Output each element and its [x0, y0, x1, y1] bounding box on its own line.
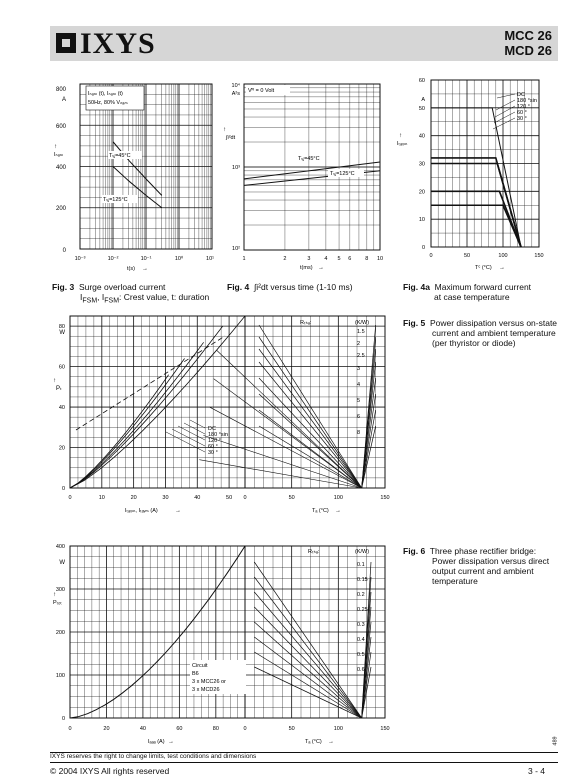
fig5-xtick-label: 10: [98, 495, 105, 501]
fig4-xtick-label: 2: [283, 256, 287, 262]
fig3-ytick-400: 400: [55, 165, 66, 171]
fig3-ylabel: Iₙₐₘ: [54, 152, 64, 158]
fig3-caption-l2: $I_{FSM}$, $I_{FSM}$: Crest value, t: duration: [80, 292, 210, 305]
fig3-curve2-label: Tᵥⱼ=125°C: [103, 197, 128, 203]
fig3-arrow-right-icon: →: [142, 266, 148, 272]
fig5-legend-leader: [184, 423, 205, 434]
fig5-xtick-label: 40: [194, 495, 201, 501]
fig3-curve1-label: Tᵥⱼ=45°C: [109, 153, 131, 159]
fig5-xtick-label-right: 0: [243, 495, 247, 501]
fig6-xtick-label: 60: [176, 726, 183, 732]
fig4a-xlabel: Tᶜ (°C): [475, 265, 492, 271]
fig4a-legend-label: 180 °sin: [517, 98, 537, 104]
fig6-rth-label: 0.15: [357, 577, 368, 583]
fig4a-xtick-label: 150: [534, 253, 544, 259]
fig4a-legend-leader: [497, 94, 515, 98]
fig6-temp-line: [254, 637, 361, 718]
fig5-cross-line: [199, 460, 361, 488]
fig5-rth-label: 6: [357, 414, 361, 420]
fig4-ylabel: ∫i²dt: [226, 135, 236, 141]
fig5-caption: [403, 318, 568, 348]
fig4-condition: Vᴿ = 0 Volt: [248, 88, 275, 94]
part-number-mcc: MCC 26: [504, 28, 552, 43]
fig6-xtick-label: 0: [68, 726, 72, 732]
fig5-legend-label: 30 °: [208, 450, 218, 456]
fig5-ytick-label: 20: [58, 445, 65, 452]
fig5-caption-l2: current and ambient temperature: [432, 328, 556, 338]
fig4a-legend: [493, 92, 537, 129]
fig5-temp-line-right: [362, 378, 376, 488]
fig4-xtick-label: 3: [307, 256, 311, 262]
fig6-xlabel-right: Tₐ (°C): [305, 739, 322, 745]
fig5-dc-dashed-line: [76, 336, 225, 430]
fig4a-ylabel: Iₜₐᵥₘ: [397, 141, 408, 147]
fig3-legend-box: [86, 86, 144, 110]
fig6-temp-line: [254, 592, 361, 718]
fig6-arrow-right-icon-left: →: [168, 739, 174, 745]
fig6-rth-label: 0.1: [357, 562, 365, 568]
fig6-caption-l1: Three phase rectifier bridge:: [429, 546, 537, 556]
fig3-xtick-2: 10⁻¹: [140, 256, 152, 262]
footer-rule-bottom: [50, 762, 558, 763]
fig5-power-curve: [70, 342, 204, 488]
fig4-xtick-label: 5: [337, 256, 341, 262]
fig5-xtick-label-right: 50: [288, 495, 295, 501]
fig4a-arrow-up-icon: ↑: [399, 133, 402, 139]
fig3-caption: [52, 282, 222, 306]
fig3-xtick-3: 10⁰: [174, 256, 184, 262]
fig6-xtick-label-right: 100: [333, 726, 343, 732]
fig5-rth-label: 2: [357, 341, 361, 347]
fig6-circuit-l2: B6: [192, 671, 199, 677]
fig3-xtick-0: 10⁻³: [74, 256, 86, 262]
fig5-legend-label: 120 °: [208, 438, 221, 444]
fig5-ylabel: Pₜ: [56, 386, 62, 392]
fig6-yticks: [56, 544, 65, 722]
fig3-caption-l1: Surge overload current: [78, 282, 166, 292]
fig5-ytick-label: 80: [58, 324, 65, 331]
fig6-circuit-l3: 3 x MCC26 or: [192, 679, 226, 685]
fig4-xlabel: t(ms): [300, 265, 313, 271]
fig6-caption-l4: temperature: [432, 576, 478, 586]
fig4-xtick-label: 1: [242, 256, 246, 262]
fig4a-xtick-label: 0: [429, 253, 433, 259]
fig3-ytick-800: 800: [55, 87, 66, 93]
fig5-arrow-right-icon-left: →: [175, 508, 181, 514]
fig4a-label: Fig. 4a: [403, 282, 430, 292]
fig4a-caption-l2: at case temperature: [434, 292, 510, 302]
fig6-caption-l3: output current and ambient: [432, 566, 534, 576]
fig6-xtick-label-right: 0: [243, 726, 247, 732]
fig4a-legend-leader: [496, 100, 515, 110]
fig4a-ytick-label: 30: [418, 161, 425, 168]
fig6-rth-unit: (K/W): [355, 549, 370, 555]
fig6-temp-line: [254, 577, 361, 718]
fig4-arrow-right-icon: →: [318, 265, 324, 271]
fig4-xtick-label: 6: [348, 256, 352, 262]
fig6-xtick-label: 20: [103, 726, 110, 732]
fig6-rth-label: 0.3: [357, 622, 365, 628]
fig4a-ytick-label: 60: [418, 78, 425, 84]
fig5-curves-right: [199, 325, 375, 488]
fig6-ytick-label: 300: [55, 587, 65, 593]
fig3-ytick-200: 200: [55, 206, 66, 212]
fig5-legend-label: 60 °: [208, 444, 218, 450]
fig4-label: Fig. 4: [227, 282, 250, 292]
fig6-xtick-label-right: 150: [380, 726, 390, 732]
fig5-rth-header: Rₜₕₐ:: [300, 320, 312, 326]
fig4a-xticks: [429, 253, 543, 259]
fig6-xticks: [68, 726, 389, 732]
fig6-chart: [50, 540, 395, 748]
fig5-xlabel-left: Iₜₐᵥₘ, Iₜₐᵥₘ (A): [125, 508, 158, 514]
fig5-cross-line: [217, 350, 362, 488]
fig5-caption-l1: Power dissipation versus on-state: [429, 318, 558, 328]
fig6-ytick-label: 400: [55, 544, 65, 550]
fig6-arrow-right-icon-right: →: [328, 739, 334, 745]
fig6-xtick-label: 80: [212, 726, 219, 732]
page-number: 3 - 4: [528, 766, 546, 776]
fig3-xtick-4: 10¹: [206, 256, 214, 262]
fig4-xtick-label: 10: [376, 256, 384, 262]
fig6-rth-label: 0.25: [357, 607, 368, 613]
page-header: [50, 26, 558, 61]
fig4a-xtick-label: 50: [463, 253, 471, 259]
fig4a-chart: [395, 74, 560, 274]
fig6-temp-line: [254, 562, 361, 718]
fig6-rth-label: 0.5: [357, 652, 365, 658]
fig4a-ytick-label: 20: [418, 189, 425, 196]
footer-disclaimer: IXYS reserves the right to change limits, test conditions and dimensions: [50, 753, 257, 760]
fig4a-legend-label: 30 °: [517, 116, 527, 122]
fig4-caption: [227, 282, 397, 292]
fig4-ytick-top: 10⁴: [231, 83, 240, 89]
ixys-logo-text: IXYS: [80, 27, 156, 60]
fig5-rth-unit: (K/W): [355, 320, 370, 326]
fig5-xtick-label: 30: [162, 495, 169, 501]
fig6-label: Fig. 6: [403, 546, 426, 556]
fig5-label: Fig. 5: [403, 318, 426, 328]
fig4-grid: [244, 84, 380, 250]
fig4a-ytick-label: 10: [418, 217, 425, 224]
fig6-circuit-l4: 3 x MCD26: [192, 687, 220, 693]
fig4-xtick-label: 8: [365, 256, 369, 262]
fig3-xtick-1: 10⁻²: [107, 256, 119, 262]
fig5-power-curve: [70, 375, 169, 488]
fig3-label: Fig. 3: [52, 282, 75, 292]
fig3-xlabel: t(s): [127, 266, 135, 272]
fig6-rth-label: 0.6: [357, 667, 365, 673]
fig4a-xtick-label: 100: [498, 253, 508, 259]
fig4a-yunit: A: [421, 97, 425, 103]
fig3-ytick-600: 600: [55, 124, 66, 130]
fig4-ytick-bot: 10²: [232, 246, 240, 252]
fig4a-caption: [403, 282, 563, 302]
fig3-ytick-0: 0: [62, 248, 66, 254]
fig4a-yticks: [419, 78, 425, 251]
fig4a-legend-leader: [494, 112, 515, 123]
fig5-rth-label: 8: [357, 430, 361, 436]
fig5-cross-line: [214, 379, 362, 488]
fig5-xtick-label-right: 150: [380, 495, 390, 501]
fig4a-ytick-label: 40: [418, 133, 425, 140]
fig4a-ytick-label: 0: [421, 245, 425, 251]
fig4a-legend-label: 120 °: [517, 104, 530, 110]
fig3-legend-l2: 50Hz, 80% Vₙₐₘ: [88, 100, 128, 106]
fig5-legend-label: DC: [208, 426, 216, 432]
fig4-caption-text: ∫i²dt versus time (1-10 ms): [253, 282, 353, 292]
footer-copyright: © 2004 IXYS All rights reserved: [50, 766, 170, 776]
fig4-yunit: A²s: [231, 91, 240, 97]
fig3-yunit: A: [61, 97, 66, 103]
fig6-xtick-label: 40: [139, 726, 146, 732]
fig6-temp-line: [254, 607, 361, 718]
fig5-arrow-up-icon: ↑: [53, 378, 56, 384]
fig5-cross-line: [203, 435, 361, 488]
fig6-temp-line: [254, 622, 361, 718]
fig5-xtick-label: 50: [226, 495, 233, 501]
fig6-xtick-label-right: 50: [288, 726, 295, 732]
fig5-ytick-label: 60: [58, 364, 65, 371]
fig6-yunit: W: [59, 560, 65, 566]
fig6-rth-label: 0.2: [357, 592, 365, 598]
fig6-temp-line: [254, 652, 361, 718]
fig5-xtick-label-right: 100: [333, 495, 343, 501]
fig4a-ytick-label: 50: [418, 105, 425, 112]
fig6-rth-label: 0.4: [357, 637, 365, 643]
fig6-ytick-label: 200: [55, 630, 65, 636]
fig5-rth-label: 4: [357, 382, 361, 388]
fig5-xtick-label: 20: [130, 495, 137, 501]
fig5-rth-labels: [357, 329, 365, 436]
fig6-xlabel-left: Iₐₐₐ (A): [148, 739, 165, 745]
side-code: 489: [552, 736, 559, 746]
fig4-xticks: [242, 256, 383, 262]
fig6-ylabel: Pₜₒₜ: [53, 600, 62, 606]
fig6-arrow-up-icon: ↑: [53, 592, 56, 598]
fig6-ytick-label: 100: [55, 673, 65, 679]
fig5-arrow-right-icon-right: →: [335, 508, 341, 514]
fig3-legend-l1: Iₙₐₘ (t), Iₙₐₘ (t): [88, 91, 123, 97]
fig4a-caption-l1: Maximum forward current: [434, 282, 532, 292]
fig6-curves-right: [254, 562, 371, 718]
fig6-ytick-label: 0: [61, 716, 65, 722]
fig6-circuit-l1: Circuit: [192, 663, 208, 669]
fig5-yticks: [59, 324, 65, 492]
fig6-caption-l2: Power dissipation versus direct: [432, 556, 550, 566]
fig5-xlabel-right: Tₐ (°C): [312, 508, 329, 514]
ixys-logo-mark-icon: [56, 33, 76, 53]
fig4-curve1-label: Tᵥⱼ=45°C: [298, 156, 320, 162]
fig5-caption-l3: (per thyristor or diode): [432, 338, 516, 348]
fig5-legend-leader: [166, 432, 205, 452]
fig5-rth-label: 3: [357, 366, 361, 372]
fig5-rth-label: 5: [357, 398, 361, 404]
fig4a-arrow-right-icon: →: [499, 265, 505, 271]
fig5-ytick-label: 40: [58, 405, 65, 412]
fig3-chart: [52, 78, 222, 274]
fig3-curve-45: [113, 142, 162, 196]
fig5-chart: [50, 312, 395, 517]
fig4-ytick-mid: 10³: [232, 165, 240, 171]
fig5-ytick-label: 0: [61, 486, 65, 492]
fig3-arrow-up-icon: ↑: [54, 144, 57, 150]
fig5-rth-label: 1.5: [357, 329, 365, 335]
fig4a-legend-label: 60 °: [517, 110, 527, 116]
fig5-legend-label: 180 °sin: [208, 432, 228, 438]
fig6-caption: [403, 546, 568, 586]
fig6-rth-header: Rₜₕₐ:: [308, 549, 320, 555]
fig4a-legend-label: DC: [517, 92, 525, 98]
fig5-power-curve: [70, 358, 185, 488]
fig4a-legend-leader: [493, 118, 515, 129]
fig5-xtick-label: 0: [68, 495, 72, 501]
fig5-legend-leader: [178, 426, 205, 440]
fig5-rth-label: 2.5: [357, 353, 365, 359]
part-number-mcd: MCD 26: [504, 43, 552, 58]
fig4-chart: [220, 78, 388, 274]
fig4-xtick-label: 4: [324, 256, 328, 262]
fig5-xticks: [68, 495, 389, 501]
fig4-curve2-label: Tᵥⱼ=125°C: [330, 171, 355, 177]
fig4-arrow-up-icon: ↑: [223, 127, 226, 133]
fig5-yunit: W: [59, 330, 65, 336]
